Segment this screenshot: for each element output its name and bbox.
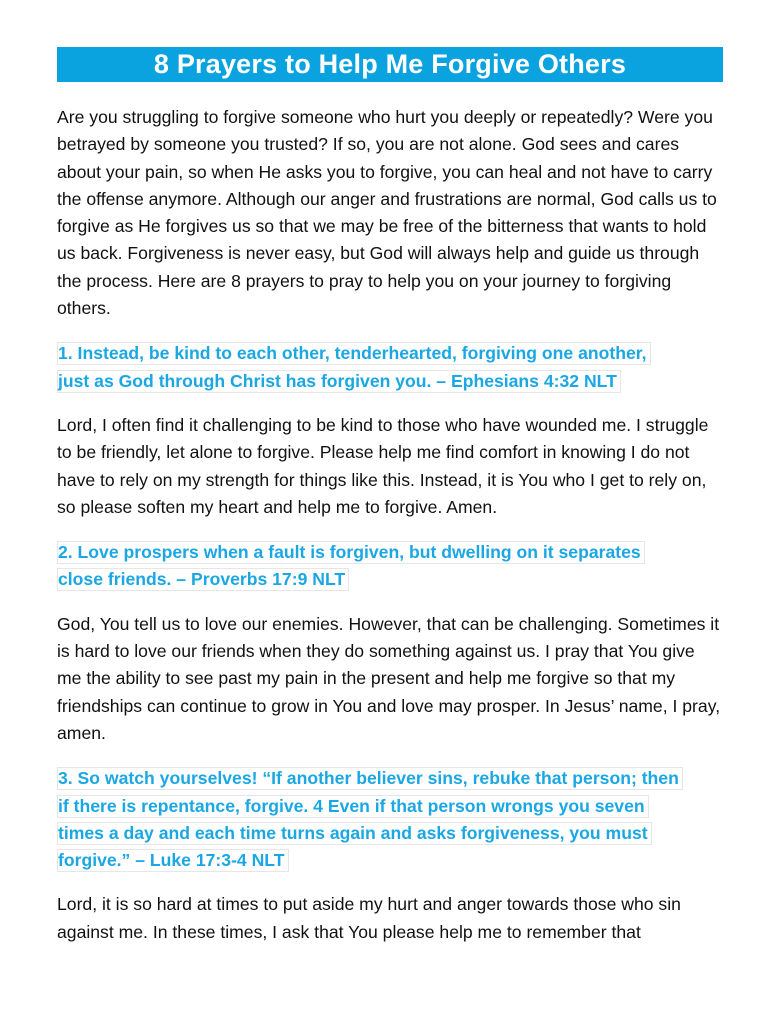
verse-line: forgive.” – Luke 17:3-4 NLT bbox=[57, 849, 289, 872]
prayer-2: God, You tell us to love our enemies. However, that can be challenging. Sometimes it is hard to love our friends when they do something against us. I pray that You give me the ability to see past my pain in the present and help me forgive so that my friendships can continue to grow in You and love may prosper. In Jesus’ name, I pray, amen. bbox=[57, 613, 721, 743]
verse-2 bbox=[57, 539, 723, 594]
verse-1 bbox=[57, 340, 723, 395]
verse-line: 3. So watch yourselves! “If another believer sins, rebuke that person; then bbox=[57, 767, 683, 790]
prayer-1: Lord, I often find it challenging to be kind to those who have wounded me. I struggle to be friendly, let alone to forgive. Please help me find comfort in knowing I do not have to rely on my strength for things like this. Instead, it is You who I get to rely on, so please soften my heart and help me to forgive. Amen. bbox=[57, 414, 709, 517]
title-banner bbox=[57, 47, 723, 82]
verse-line: just as God through Christ has forgiven you. – Ephesians 4:32 NLT bbox=[57, 370, 621, 393]
verse-3 bbox=[57, 765, 723, 874]
verse-line: times a day and each time turns again and asks forgiveness, you must bbox=[57, 822, 652, 845]
document-title: 8 Prayers to Help Me Forgive Others bbox=[153, 49, 627, 79]
verse-line: 2. Love prospers when a fault is forgiven, but dwelling on it separates bbox=[57, 541, 645, 564]
verse-line: if there is repentance, forgive. 4 Even if that person wrongs you seven bbox=[57, 795, 649, 818]
verse-line: close friends. – Proverbs 17:9 NLT bbox=[57, 568, 349, 591]
verse-line: 1. Instead, be kind to each other, tenderhearted, forgiving one another, bbox=[57, 342, 651, 365]
intro-paragraph: Are you struggling to forgive someone who hurt you deeply or repeatedly? Were you betrayed by someone you trusted? If so, you are not alone. God sees and cares about your pain, so when He asks you to forgive, you can heal and not have to carry the offense anymore. Although our anger and frustrations are normal, God calls us to forgive as He forgives us so that we may be free of the bitterness that wants to hold us back. Forgiveness is never easy, but God will always help and guide us through the process. Here are 8 prayers to pray to help you on your journey to forgiving others. bbox=[57, 107, 717, 319]
prayer-3: Lord, it is so hard at times to put aside my hurt and anger towards those who sin against me. In these times, I ask that You please help me to remember that bbox=[57, 894, 681, 942]
document-page bbox=[57, 47, 723, 946]
